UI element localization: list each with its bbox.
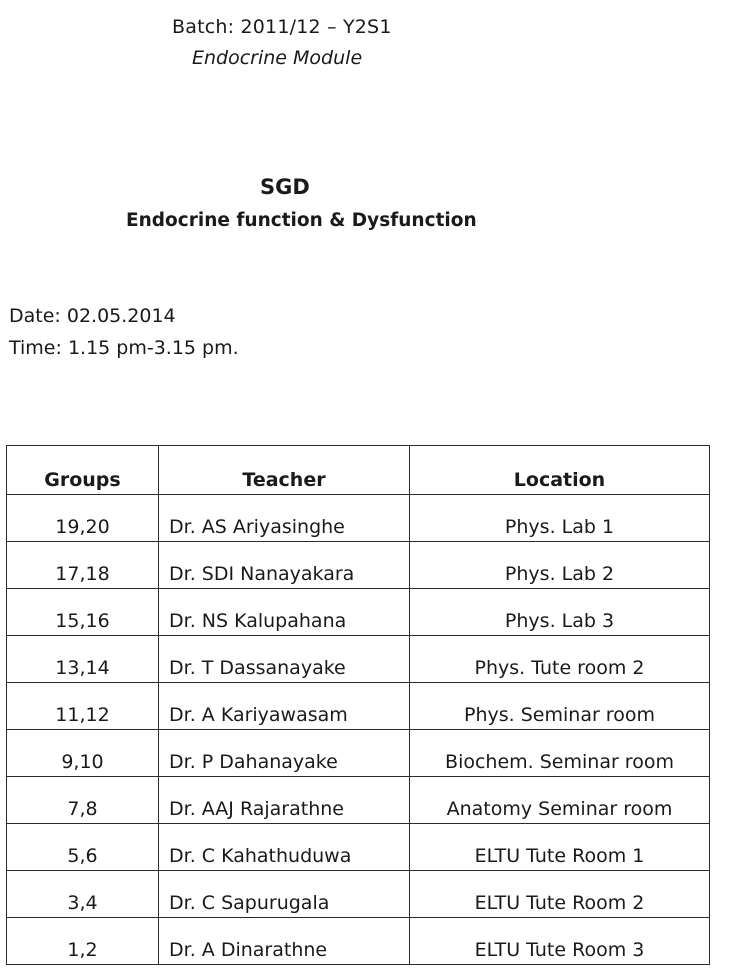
cell-groups: 17,18 (7, 542, 159, 589)
cell-location: Phys. Lab 2 (410, 542, 710, 589)
header-teacher: Teacher (159, 446, 410, 495)
table-row (7, 589, 710, 636)
cell-groups: 1,2 (7, 918, 159, 965)
header-groups: Groups (7, 446, 159, 495)
table-row (7, 918, 710, 965)
cell-groups: 3,4 (7, 871, 159, 918)
table-header-row (7, 446, 710, 495)
cell-groups: 9,10 (7, 730, 159, 777)
cell-teacher: Dr. NS Kalupahana (159, 589, 410, 636)
cell-groups: 15,16 (7, 589, 159, 636)
cell-teacher: Dr. A Dinarathne (159, 918, 410, 965)
cell-location: ELTU Tute Room 1 (410, 824, 710, 871)
cell-groups: 7,8 (7, 777, 159, 824)
cell-groups: 5,6 (7, 824, 159, 871)
cell-location: Phys. Tute room 2 (410, 636, 710, 683)
table-row (7, 777, 710, 824)
table-row (7, 495, 710, 542)
cell-teacher: Dr. P Dahanayake (159, 730, 410, 777)
cell-location: Phys. Seminar room (410, 683, 710, 730)
cell-teacher: Dr. AS Ariyasinghe (159, 495, 410, 542)
cell-location: Phys. Lab 3 (410, 589, 710, 636)
module-name: Endocrine Module (192, 47, 363, 69)
cell-groups: 19,20 (7, 495, 159, 542)
cell-location: ELTU Tute Room 2 (410, 871, 710, 918)
table-row (7, 871, 710, 918)
cell-teacher: Dr. C Sapurugala (159, 871, 410, 918)
table-row (7, 683, 710, 730)
cell-teacher: Dr. A Kariyawasam (159, 683, 410, 730)
session-subtitle: Endocrine function & Dysfunction (126, 210, 477, 231)
cell-teacher: Dr. SDI Nanayakara (159, 542, 410, 589)
cell-teacher: Dr. AAJ Rajarathne (159, 777, 410, 824)
cell-location: Biochem. Seminar room (410, 730, 710, 777)
session-title: SGD (260, 175, 310, 199)
cell-teacher: Dr. T Dassanayake (159, 636, 410, 683)
table-row (7, 636, 710, 683)
table-row (7, 730, 710, 777)
session-time: Time: 1.15 pm-3.15 pm. (9, 337, 239, 359)
table-row (7, 542, 710, 589)
batch-label: Batch: 2011/12 – Y2S1 (172, 16, 392, 38)
session-date: Date: 02.05.2014 (9, 305, 176, 327)
cell-teacher: Dr. C Kahathuduwa (159, 824, 410, 871)
cell-location: ELTU Tute Room 3 (410, 918, 710, 965)
cell-groups: 13,14 (7, 636, 159, 683)
cell-location: Phys. Lab 1 (410, 495, 710, 542)
cell-location: Anatomy Seminar room (410, 777, 710, 824)
schedule-table (6, 445, 710, 965)
header-location: Location (410, 446, 710, 495)
cell-groups: 11,12 (7, 683, 159, 730)
table-row (7, 824, 710, 871)
